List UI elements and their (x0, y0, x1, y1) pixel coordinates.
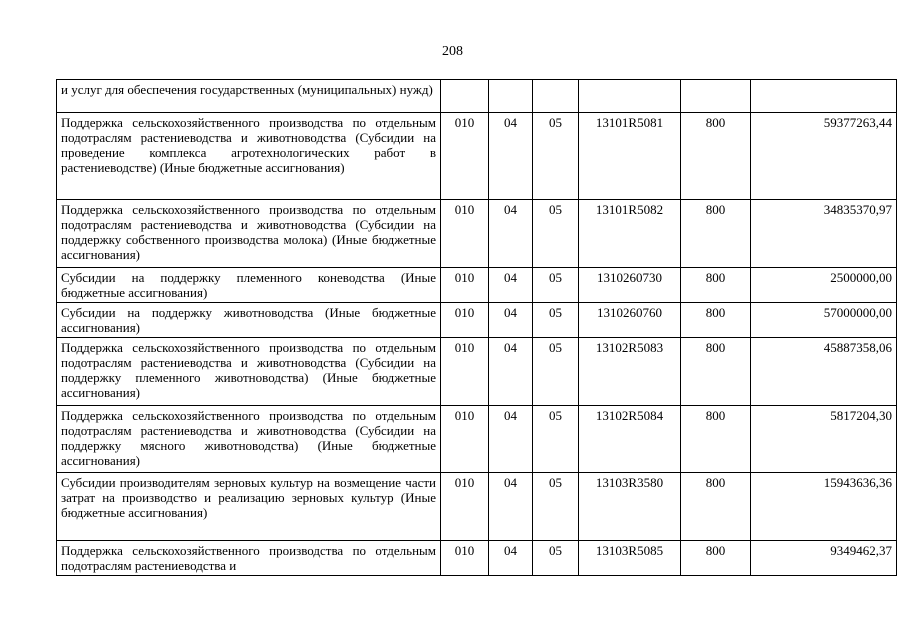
row-ministry-code: 010 (441, 406, 489, 473)
row-subsection-code: 05 (533, 303, 579, 338)
row-amount: 34835370,97 (751, 200, 897, 268)
row-description: Поддержка сельскохозяйственного производства по отдельным подотраслям растениеводства и животноводства (Субсидии на поддержку племенного животноводства) (Иные бюджетные ассигнования) (57, 338, 441, 406)
row-subsection-code: 05 (533, 473, 579, 541)
row-ministry-code: 010 (441, 303, 489, 338)
row-target-article: 13103R5085 (579, 541, 681, 576)
row-expense-type (681, 80, 751, 113)
row-amount: 57000000,00 (751, 303, 897, 338)
row-section-code: 04 (489, 268, 533, 303)
row-expense-type: 800 (681, 200, 751, 268)
row-section-code: 04 (489, 406, 533, 473)
row-description: Поддержка сельскохозяйственного производства по отдельным подотраслям растениеводства и (57, 541, 441, 576)
table-row (57, 338, 897, 406)
row-expense-type: 800 (681, 303, 751, 338)
row-section-code: 04 (489, 338, 533, 406)
row-amount: 2500000,00 (751, 268, 897, 303)
row-target-article: 13101R5082 (579, 200, 681, 268)
row-description: Поддержка сельскохозяйственного производства по отдельным подотраслям растениеводства и животноводства (Субсидии на поддержку собственного производства молока) (Иные бюджетные ассигнования) (57, 200, 441, 268)
row-section-code: 04 (489, 113, 533, 200)
row-ministry-code: 010 (441, 268, 489, 303)
row-description: Поддержка сельскохозяйственного производства по отдельным подотраслям растениеводства и животноводства (Субсидии на проведение комплекса агротехнологических работ в растениеводстве) (Иные бюджетные ассигнования) (57, 113, 441, 200)
table-row (57, 303, 897, 338)
row-expense-type: 800 (681, 268, 751, 303)
row-expense-type: 800 (681, 113, 751, 200)
row-subsection-code (533, 80, 579, 113)
table-row (57, 200, 897, 268)
row-amount: 45887358,06 (751, 338, 897, 406)
row-ministry-code: 010 (441, 473, 489, 541)
row-subsection-code: 05 (533, 338, 579, 406)
row-target-article (579, 80, 681, 113)
row-target-article: 1310260730 (579, 268, 681, 303)
row-subsection-code: 05 (533, 113, 579, 200)
row-ministry-code: 010 (441, 113, 489, 200)
budget-table (56, 79, 897, 576)
row-description: и услуг для обеспечения государственных (муниципальных) нужд) (57, 80, 441, 113)
row-target-article: 13101R5081 (579, 113, 681, 200)
row-expense-type: 800 (681, 406, 751, 473)
row-subsection-code: 05 (533, 541, 579, 576)
row-description: Субсидии производителям зерновых культур на возмещение части затрат на производство и реализацию зерновых культур (Иные бюджетные ассигнования) (57, 473, 441, 541)
row-expense-type: 800 (681, 473, 751, 541)
row-section-code: 04 (489, 200, 533, 268)
table-row (57, 113, 897, 200)
page-number: 208 (442, 44, 463, 59)
row-expense-type: 800 (681, 541, 751, 576)
table-row (57, 268, 897, 303)
row-expense-type: 800 (681, 338, 751, 406)
row-section-code: 04 (489, 541, 533, 576)
row-target-article: 13102R5084 (579, 406, 681, 473)
row-target-article: 13103R3580 (579, 473, 681, 541)
row-target-article: 1310260760 (579, 303, 681, 338)
row-amount: 9349462,37 (751, 541, 897, 576)
row-ministry-code (441, 80, 489, 113)
table-row (57, 80, 897, 113)
table-row (57, 473, 897, 541)
table-row (57, 541, 897, 576)
row-description: Субсидии на поддержку животноводства (Иные бюджетные ассигнования) (57, 303, 441, 338)
row-section-code (489, 80, 533, 113)
row-amount: 59377263,44 (751, 113, 897, 200)
row-amount (751, 80, 897, 113)
row-subsection-code: 05 (533, 200, 579, 268)
table-row (57, 406, 897, 473)
row-description: Субсидии на поддержку племенного коневодства (Иные бюджетные ассигнования) (57, 268, 441, 303)
row-section-code: 04 (489, 303, 533, 338)
row-ministry-code: 010 (441, 541, 489, 576)
budget-table-body (57, 80, 897, 576)
row-ministry-code: 010 (441, 338, 489, 406)
row-target-article: 13102R5083 (579, 338, 681, 406)
row-description: Поддержка сельскохозяйственного производства по отдельным подотраслям растениеводства и животноводства (Субсидии на поддержку мясного животноводства) (Иные бюджетные ассигнования) (57, 406, 441, 473)
row-subsection-code: 05 (533, 406, 579, 473)
row-subsection-code: 05 (533, 268, 579, 303)
row-ministry-code: 010 (441, 200, 489, 268)
row-amount: 15943636,36 (751, 473, 897, 541)
row-amount: 5817204,30 (751, 406, 897, 473)
row-section-code: 04 (489, 473, 533, 541)
